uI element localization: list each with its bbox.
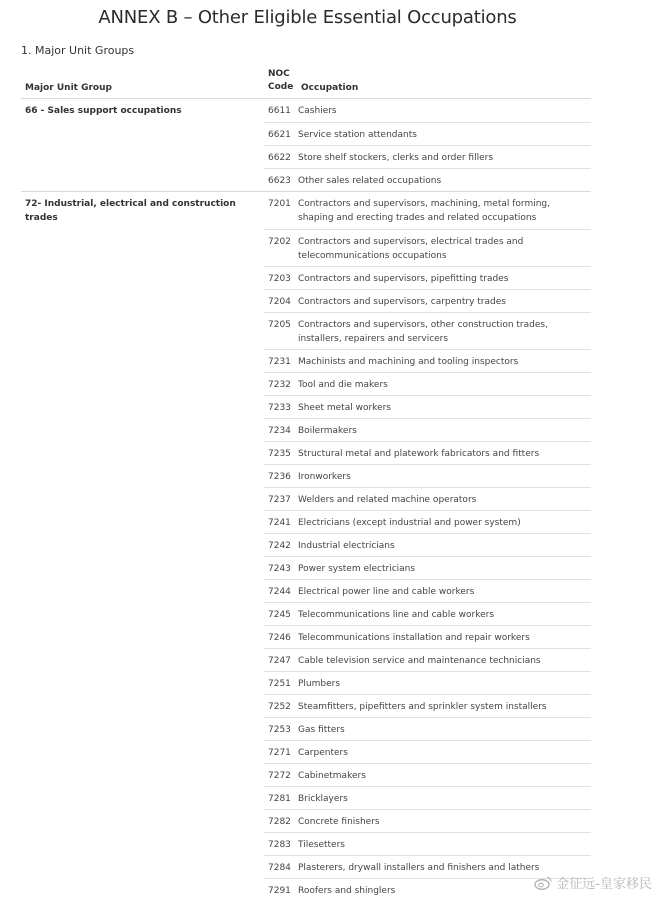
table-row xyxy=(264,122,591,145)
occupation-cell: Other sales related occupations xyxy=(298,176,442,186)
noc-code-cell: 7202 xyxy=(268,237,291,247)
noc-code-cell: 7253 xyxy=(268,725,291,735)
table-row xyxy=(264,556,591,579)
unit-group xyxy=(21,99,591,192)
occupation-cell: Gas fitters xyxy=(298,725,345,735)
occupation-cell: Bricklayers xyxy=(298,794,348,804)
table-row xyxy=(264,168,591,191)
table-row xyxy=(264,602,591,625)
occupation-cell: Concrete finishers xyxy=(298,817,380,827)
noc-code-cell: 7251 xyxy=(268,679,291,689)
table-row xyxy=(264,625,591,648)
noc-code-cell: 7201 xyxy=(268,199,291,209)
unit-group-label: 66 - Sales support occupations xyxy=(25,106,182,116)
occupation-cell: Industrial electricians xyxy=(298,541,395,551)
noc-code-cell: 7205 xyxy=(268,320,291,330)
noc-code-cell: 6611 xyxy=(268,106,291,116)
watermark-text: 金征远-皇家移民 xyxy=(556,877,652,892)
occupation-cell: Plumbers xyxy=(298,679,341,689)
table-body xyxy=(21,99,591,900)
table-row xyxy=(264,289,591,312)
occupation-cell: Electricians (except industrial and power system) xyxy=(298,518,521,528)
noc-code-cell: 7236 xyxy=(268,472,291,482)
table-row xyxy=(264,809,591,832)
section-heading: 1. Major Unit Groups xyxy=(21,44,135,57)
table-row xyxy=(264,464,591,487)
header-noc-code: NOC Code xyxy=(268,69,294,92)
table-row xyxy=(264,740,591,763)
table-row xyxy=(264,694,591,717)
table-header xyxy=(21,67,591,99)
noc-code-cell: 7272 xyxy=(268,771,291,781)
table-row xyxy=(264,99,591,122)
table-row xyxy=(264,192,591,229)
occupations-table xyxy=(21,67,591,900)
header-occupation: Occupation xyxy=(301,83,359,93)
occupation-cell: Plasterers, drywall installers and finishers and lathers xyxy=(298,863,540,873)
noc-code-cell: 7283 xyxy=(268,840,291,850)
noc-code-cell: 7244 xyxy=(268,587,291,597)
noc-code-cell: 7203 xyxy=(268,274,291,284)
table-row xyxy=(264,145,591,168)
occupation-cell: Contractors and supervisors, machining, metal forming, shaping and erecting trades and related occupations xyxy=(298,199,550,223)
occupation-cell: Contractors and supervisors, carpentry trades xyxy=(298,297,506,307)
header-major-unit-group: Major Unit Group xyxy=(25,83,112,93)
noc-code-cell: 7281 xyxy=(268,794,291,804)
occupation-cell: Electrical power line and cable workers xyxy=(298,587,475,597)
occupation-cell: Machinists and machining and tooling inspectors xyxy=(298,357,519,367)
occupation-cell: Structural metal and platework fabricators and fitters xyxy=(298,449,540,459)
table-row xyxy=(264,832,591,855)
noc-code-cell: 7235 xyxy=(268,449,291,459)
table-row xyxy=(264,349,591,372)
noc-code-cell: 7233 xyxy=(268,403,291,413)
occupation-cell: Telecommunications installation and repair workers xyxy=(298,633,530,643)
table-row xyxy=(264,717,591,740)
occupation-cell: Tilesetters xyxy=(298,840,345,850)
noc-code-cell: 7245 xyxy=(268,610,291,620)
noc-code-cell: 6621 xyxy=(268,130,291,140)
watermark xyxy=(534,873,652,892)
noc-code-cell: 7243 xyxy=(268,564,291,574)
table-row xyxy=(264,648,591,671)
unit-group-label: 72- Industrial, electrical and construction trades xyxy=(25,199,236,223)
noc-code-cell: 6622 xyxy=(268,153,291,163)
table-row xyxy=(264,763,591,786)
noc-code-cell: 7284 xyxy=(268,863,291,873)
occupation-rows xyxy=(264,192,591,900)
noc-code-cell: 7242 xyxy=(268,541,291,551)
table-row xyxy=(264,533,591,556)
occupation-cell: Power system electricians xyxy=(298,564,416,574)
table-row xyxy=(264,671,591,694)
table-row xyxy=(264,418,591,441)
noc-code-cell: 7237 xyxy=(268,495,291,505)
noc-code-cell: 7247 xyxy=(268,656,291,666)
occupation-cell: Contractors and supervisors, electrical trades and telecommunications occupations xyxy=(298,237,524,261)
noc-code-cell: 7204 xyxy=(268,297,291,307)
occupation-cell: Service station attendants xyxy=(298,130,417,140)
occupation-cell: Cabinetmakers xyxy=(298,771,366,781)
occupation-cell: Telecommunications line and cable workers xyxy=(298,610,495,620)
occupation-cell: Roofers and shinglers xyxy=(298,886,396,896)
occupation-cell: Sheet metal workers xyxy=(298,403,391,413)
occupation-cell: Tool and die makers xyxy=(298,380,388,390)
occupation-cell: Steamfitters, pipefitters and sprinkler system installers xyxy=(298,702,547,712)
table-row xyxy=(264,786,591,809)
noc-code-cell: 7271 xyxy=(268,748,291,758)
occupation-cell: Cable television service and maintenance technicians xyxy=(298,656,541,666)
noc-code-cell: 7232 xyxy=(268,380,291,390)
table-row xyxy=(264,229,591,266)
noc-code-cell: 7231 xyxy=(268,357,291,367)
occupation-cell: Boilermakers xyxy=(298,426,357,436)
table-row xyxy=(264,372,591,395)
occupation-cell: Ironworkers xyxy=(298,472,351,482)
table-row xyxy=(264,266,591,289)
table-row xyxy=(264,579,591,602)
noc-code-cell: 7282 xyxy=(268,817,291,827)
noc-code-cell: 6623 xyxy=(268,176,291,186)
table-row xyxy=(264,441,591,464)
table-row xyxy=(264,487,591,510)
occupation-rows xyxy=(264,99,591,191)
occupation-cell: Cashiers xyxy=(298,106,337,116)
table-row xyxy=(264,395,591,418)
page-title: ANNEX B – Other Eligible Essential Occupations xyxy=(98,7,517,28)
occupation-cell: Store shelf stockers, clerks and order fillers xyxy=(298,153,494,163)
unit-group xyxy=(21,192,591,900)
noc-code-cell: 7252 xyxy=(268,702,291,712)
table-row xyxy=(264,312,591,349)
noc-code-cell: 7246 xyxy=(268,633,291,643)
weibo-icon xyxy=(534,876,552,890)
occupation-cell: Welders and related machine operators xyxy=(298,495,477,505)
occupation-cell: Contractors and supervisors, pipefitting trades xyxy=(298,274,509,284)
occupation-cell: Carpenters xyxy=(298,748,348,758)
noc-code-cell: 7241 xyxy=(268,518,291,528)
noc-code-cell: 7234 xyxy=(268,426,291,436)
occupation-cell: Contractors and supervisors, other construction trades, installers, repairers and servicers xyxy=(298,320,548,344)
noc-code-cell: 7291 xyxy=(268,886,291,896)
table-row xyxy=(264,510,591,533)
